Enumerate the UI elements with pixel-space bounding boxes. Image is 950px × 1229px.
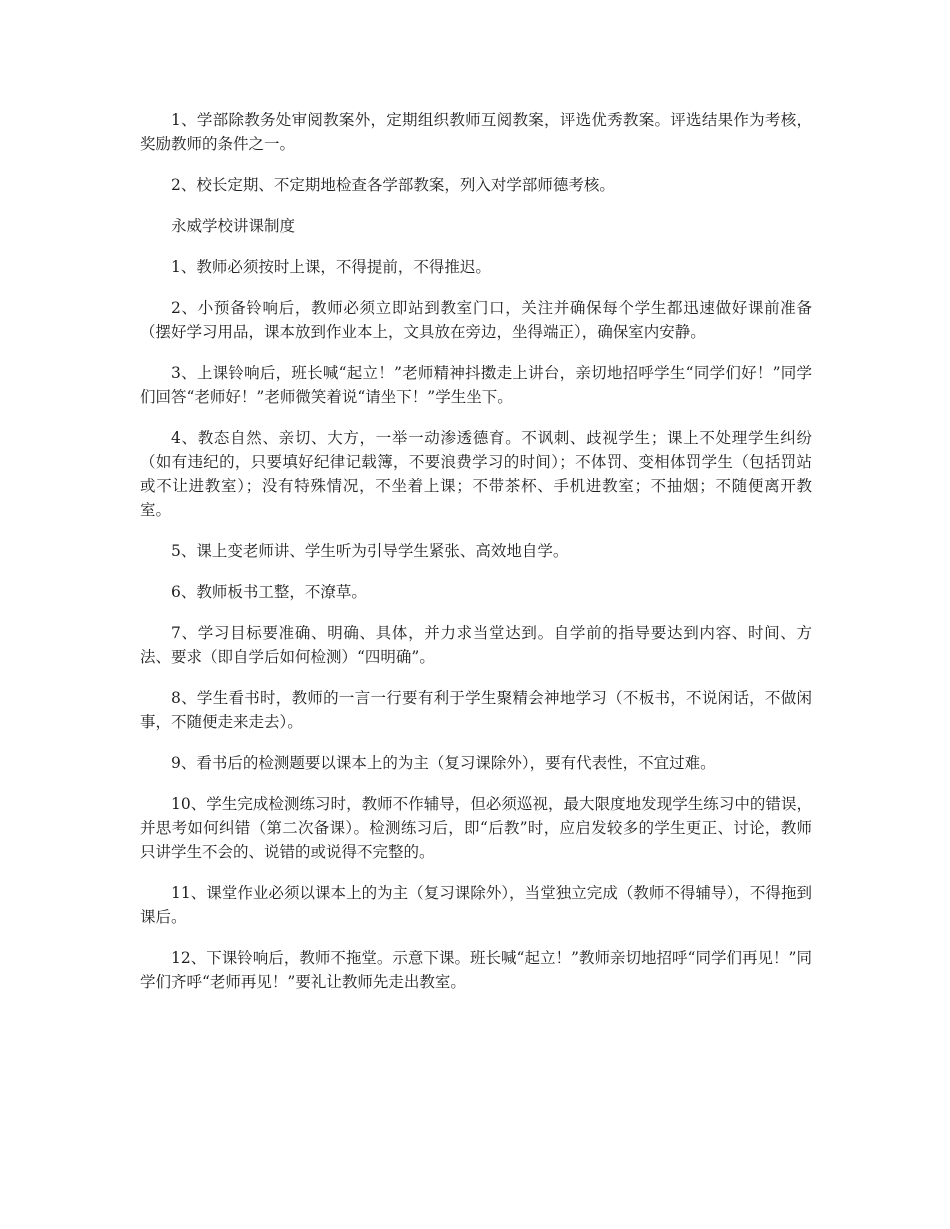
- section-title: 永威学校讲课制度: [171, 217, 296, 235]
- paragraph: 2、校长定期、不定期地检查各学部教案，列入对学部师德考核。: [171, 176, 615, 194]
- paragraph: 9、看书后的检测题要以课本上的为主（复习课除外），要有代表性，不宜过难。: [171, 754, 716, 772]
- paragraph: 8、学生看书时，教师的一言一行要有利于学生聚精会神地学习（不板书，不说闲话，不做闲事，不随便走来走去）。: [140, 689, 812, 731]
- paragraph: 1、教师必须按时上课，不得提前，不得推迟。: [171, 258, 491, 276]
- paragraph: 5、课上变老师讲、学生听为引导学生紧张、高效地自学。: [171, 542, 569, 560]
- paragraph: 3、上课铃响后，班长喊“起立！”老师精神抖擞走上讲台，亲切地招呼学生“同学们好！”同学们回答“老师好！”老师微笑着说“请坐下！”学生坐下。: [140, 364, 812, 406]
- paragraph: 2、小预备铃响后，教师必须立即站到教室门口，关注并确保每个学生都迅速做好课前准备（摆好学习用品，课本放到作业本上，文具放在旁边，坐得端正），确保室内安静。: [140, 299, 812, 341]
- paragraph: 7、学习目标要准确、明确、具体，并力求当堂达到。自学前的指导要达到内容、时间、方法、要求（即自学后如何检测）“四明确”。: [140, 624, 812, 666]
- paragraph: 12、下课铃响后，教师不拖堂。示意下课。班长喊“起立！”教师亲切地招呼“同学们再见！”同学们齐呼“老师再见！”要礼让教师先走出教室。: [140, 949, 812, 991]
- paragraph: 1、学部除教务处审阅教案外，定期组织教师互阅教案，评选优秀教案。评选结果作为考核，奖励教师的条件之一。: [140, 111, 812, 153]
- paragraph: 10、学生完成检测练习时，教师不作辅导，但必须巡视，最大限度地发现学生练习中的错误，并思考如何纠错（第二次备课）。检测练习后，即“后教”时，应启发较多的学生更正、讨论，教师只讲学生不会的、说错的或说得不完整的。: [140, 795, 812, 861]
- paragraph: 4、教态自然、亲切、大方，一举一动渗透德育。不讽刺、歧视学生；课上不处理学生纠纷（如有违纪的，只要填好纪律记载簿，不要浪费学习的时间）；不体罚、变相体罚学生（包括罚站或不让进教室）；没有特殊情况，不坐着上课；不带茶杯、手机进教室；不抽烟；不随便离开教室。: [140, 429, 812, 519]
- document-page: [140, 108, 812, 1011]
- paragraph: 11、课堂作业必须以课本上的为主（复习课除外），当堂独立完成（教师不得辅导），不得拖到课后。: [140, 884, 812, 926]
- paragraph: 6、教师板书工整，不潦草。: [171, 583, 367, 601]
